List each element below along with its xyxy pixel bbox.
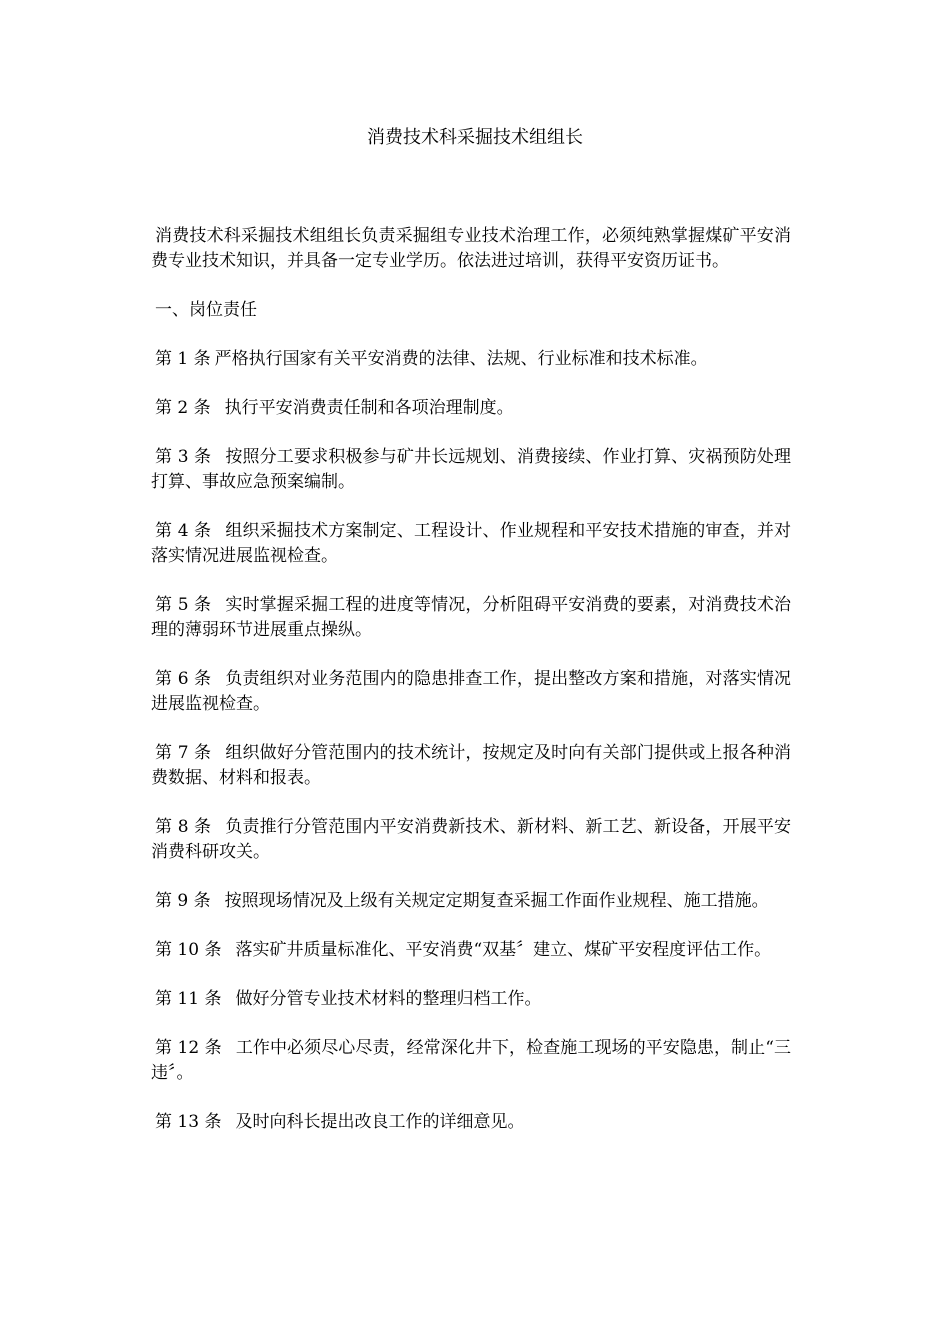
article-8 <box>151 815 791 865</box>
article-number: 第 10 条 <box>155 940 222 960</box>
article-number: 第 12 条 <box>155 1038 222 1058</box>
article-text: 组织采掘技术方案制定、工程设计、作业规程和平安技术措施的审查，并对落实情况进展监视检查。 <box>151 521 792 566</box>
article-12 <box>151 1036 791 1086</box>
article-10 <box>151 938 791 963</box>
article-text: 工作中必须尽心尽责，经常深化井下，检查施工现场的平安隐患，制止“三违〞。 <box>151 1038 791 1083</box>
article-5 <box>151 593 791 643</box>
article-number: 第 4 条 <box>155 521 212 541</box>
article-number: 第 11 条 <box>155 989 222 1009</box>
article-7 <box>151 741 791 791</box>
article-11 <box>151 987 791 1012</box>
article-number: 第 9 条 <box>155 891 211 911</box>
article-number: 第 13 条 <box>155 1112 222 1132</box>
section-heading: 一、岗位责任 <box>155 300 257 320</box>
article-number: 第 1 条 <box>155 349 211 369</box>
article-6 <box>151 667 791 717</box>
article-number: 第 5 条 <box>155 595 212 615</box>
article-number: 第 3 条 <box>155 447 212 467</box>
article-number: 第 2 条 <box>155 398 211 418</box>
article-3 <box>151 445 791 495</box>
article-text: 组织做好分管范围内的技术统计，按规定及时向有关部门提供或上报各种消费数据、材料和报表。 <box>151 743 792 788</box>
document-title: 消费技术科采掘技术组组长 <box>367 127 583 148</box>
article-number: 第 7 条 <box>155 743 212 763</box>
article-text: 执行平安消费责任制和各项治理制度。 <box>224 398 514 418</box>
document-body <box>151 224 791 1159</box>
intro-paragraph: 消费技术科采掘技术组组长负责采掘组专业技术治理工作，必须纯熟掌握煤矿平安消费专业技术知识，并具备一定专业学历。依法进过培训，获得平安资历证书。 <box>151 226 791 271</box>
article-13 <box>151 1110 791 1135</box>
article-text: 落实矿井质量标准化、平安消费“双基〞建立、煤矿平安程度评估工作。 <box>235 940 772 960</box>
article-number: 第 6 条 <box>155 669 212 689</box>
article-text: 做好分管专业技术材料的整理归档工作。 <box>235 989 542 1009</box>
article-text: 及时向科长提出改良工作的详细意见。 <box>235 1112 525 1132</box>
article-text: 按照分工要求积极参与矿井长远规划、消费接续、作业打算、灾祸预防处理打算、事故应急预案编制。 <box>151 447 792 492</box>
article-text: 按照现场情况及上级有关规定定期复查采掘工作面作业规程、施工措施。 <box>224 891 769 911</box>
article-1 <box>151 347 791 372</box>
article-9 <box>151 889 791 914</box>
article-text: 严格执行国家有关平安消费的法律、法规、行业标准和技术标准。 <box>214 349 708 369</box>
article-2 <box>151 396 791 421</box>
article-4 <box>151 519 791 569</box>
article-text: 负责推行分管范围内平安消费新技术、新材料、新工艺、新设备，开展平安消费科研攻关。 <box>151 817 792 862</box>
article-text: 负责组织对业务范围内的隐患排查工作，提出整改方案和措施，对落实情况进展监视检查。 <box>151 669 792 714</box>
article-number: 第 8 条 <box>155 817 212 837</box>
article-text: 实时掌握采掘工程的进度等情况，分析阻碍平安消费的要素，对消费技术治理的薄弱环节进展重点操纵。 <box>151 595 792 640</box>
